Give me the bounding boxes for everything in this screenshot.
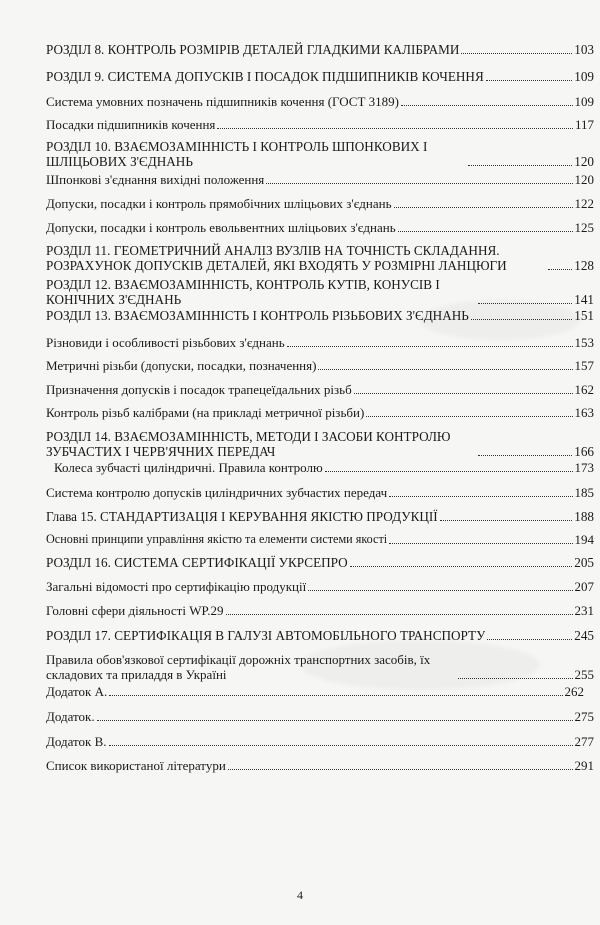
- toc-entry-page: 277: [574, 734, 594, 749]
- toc-entry-page: 291: [574, 758, 594, 773]
- toc-entry: [46, 485, 594, 500]
- toc-entry: [46, 358, 594, 373]
- dot-leader: [109, 745, 573, 746]
- toc-entry-title: РОЗДІЛ 13. ВЗАЄМОЗАМІННІСТЬ І КОНТРОЛЬ РІЗЬБОВИХ З'ЄДНАНЬ: [46, 308, 469, 323]
- toc-entry-title: Шпонкові з'єднання вихідні положення: [46, 172, 265, 187]
- toc-entry-title: Додаток.: [46, 709, 95, 724]
- toc-entry-page: 125: [574, 220, 594, 235]
- toc-entry-page: 122: [574, 196, 594, 211]
- toc-entry: [46, 94, 594, 109]
- toc-entry: [46, 382, 594, 397]
- toc-entry-title: Додаток В.: [46, 734, 107, 749]
- toc-entry-title: Колеса зубчасті циліндричні. Правила контролю: [54, 460, 323, 475]
- toc-entry-title: РОЗДІЛ 17. СЕРТИФІКАЦІЯ В ГАЛУЗІ АВТОМОБІЛЬНОГО ТРАНСПОРТУ: [46, 628, 486, 643]
- toc-entry-title: Метричні різьби (допуски, посадки, позначення): [46, 358, 317, 373]
- dot-leader: [287, 346, 573, 347]
- dot-leader: [97, 720, 573, 721]
- toc-entry-title: Система умовних позначень підшипників кочення (ГОСТ 3189): [46, 94, 399, 109]
- dot-leader: [318, 369, 572, 370]
- toc-entry: [46, 275, 594, 307]
- dot-leader: [266, 183, 572, 184]
- toc-entry: [46, 734, 594, 749]
- toc-entry: [46, 139, 594, 169]
- dot-leader: [350, 566, 573, 567]
- dot-leader: [308, 590, 572, 591]
- dot-leader: [471, 319, 572, 320]
- toc-entry-page: 262: [564, 684, 584, 699]
- toc-entry: [46, 628, 594, 643]
- toc-entry: [46, 240, 594, 273]
- dot-leader: [398, 231, 573, 232]
- toc-entry-page: 153: [574, 335, 594, 350]
- toc-entry-page: 162: [574, 382, 594, 397]
- toc-entry-page: 103: [574, 42, 594, 57]
- toc-entry: [46, 684, 594, 699]
- dot-leader: [548, 269, 572, 270]
- toc-entry-page: 128: [574, 258, 594, 273]
- toc-entry-page: 120: [574, 154, 594, 169]
- toc-entry-title: Контроль різьб калібрами (на прикладі метричної різьби): [46, 405, 365, 420]
- dot-leader: [228, 769, 573, 770]
- dot-leader: [461, 53, 572, 54]
- dot-leader: [354, 393, 573, 394]
- toc-entry-title: Головні сфери діяльності WP.29: [46, 603, 224, 618]
- toc-entry-page: 275: [574, 709, 594, 724]
- toc-entry: [46, 196, 594, 211]
- toc-entry-page: 207: [574, 579, 594, 594]
- toc-entry: [46, 220, 594, 235]
- dot-leader: [486, 80, 572, 81]
- page-number: 4: [297, 888, 303, 902]
- toc-entry-title: Глава 15. СТАНДАРТИЗАЦІЯ І КЕРУВАННЯ ЯКІСТЮ ПРОДУКЦІЇ: [46, 509, 438, 524]
- toc-entry: [46, 555, 594, 570]
- toc-entry-title: РОЗДІЛ 9. СИСТЕМА ДОПУСКІВ І ПОСАДОК ПІДШИПНИКІВ КОЧЕННЯ: [46, 69, 484, 84]
- toc-entry-title: РОЗДІЛ 10. ВЗАЄМОЗАМІННІСТЬ І КОНТРОЛЬ ШПОНКОВИХ І ШЛІЦЬОВИХ З'ЄДНАНЬ: [46, 139, 428, 169]
- toc-entry-page: 231: [574, 603, 594, 618]
- toc-entry: [46, 427, 594, 459]
- toc-entry-title: РОЗДІЛ 14. ВЗАЄМОЗАМІННІСТЬ, МЕТОДИ І ЗАСОБИ КОНТРОЛЮ ЗУБЧАСТИХ І ЧЕРВ'ЯЧНИХ ПЕРЕДАЧ: [46, 429, 451, 459]
- dot-leader: [478, 455, 572, 456]
- toc-entry: [46, 603, 594, 618]
- toc-entry-page: 151: [574, 308, 594, 323]
- dot-leader: [401, 105, 573, 106]
- toc-entry-title: Додаток А.: [46, 684, 108, 699]
- toc-entry-page: 117: [574, 117, 594, 132]
- toc-entry-title: РОЗДІЛ 16. СИСТЕМА СЕРТИФІКАЦІЇ УКРСЕПРО: [46, 555, 348, 570]
- toc-entry-title: Список використаної літератури: [46, 758, 226, 773]
- toc-entry: [46, 69, 594, 84]
- toc-entry-title: Основні принципи управління якістю та елементи системи якості: [46, 532, 388, 546]
- toc-entry: [46, 405, 594, 420]
- toc-entry: [46, 460, 594, 475]
- toc-entry: [46, 709, 594, 724]
- toc-entry: [46, 650, 594, 682]
- dot-leader: [440, 520, 573, 521]
- toc-entry-title: Посадки підшипників кочення: [46, 117, 216, 132]
- toc-entry: [46, 172, 594, 187]
- dot-leader: [468, 165, 572, 166]
- toc-entry-title: Призначення допусків і посадок трапецеїдальних різьб: [46, 382, 352, 397]
- toc-entry-page: 255: [574, 667, 594, 682]
- toc-entry: [46, 117, 594, 132]
- toc-entry-title: Загальні відомості про сертифікацію продукції: [46, 579, 307, 594]
- toc-entry-page: 166: [574, 444, 594, 459]
- dot-leader: [394, 207, 573, 208]
- dot-leader: [226, 614, 573, 615]
- dot-leader: [389, 543, 572, 544]
- dot-leader: [325, 471, 573, 472]
- toc-entry-title: РОЗДІЛ 8. КОНТРОЛЬ РОЗМІРІВ ДЕТАЛЕЙ ГЛАДКИМИ КАЛІБРАМИ: [46, 42, 460, 57]
- toc-entry-page: 141: [574, 292, 594, 307]
- toc-entry-title: РОЗДІЛ 12. ВЗАЄМОЗАМІННІСТЬ, КОНТРОЛЬ КУТІВ, КОНУСІВ І КОНІЧНИХ З'ЄДНАНЬ: [46, 277, 440, 307]
- toc-entry-page: 173: [574, 460, 594, 475]
- toc-entry-page: 205: [574, 555, 594, 570]
- toc-entry-title: Допуски, посадки і контроль евольвентних шліцьових з'єднань: [46, 220, 396, 235]
- toc-entry: [46, 532, 594, 547]
- dot-leader: [217, 128, 573, 129]
- toc-entry-title: Правила обов'язкової сертифікації дорожніх транспортних засобів, їх складових та приладдя в Україні: [46, 652, 431, 682]
- dot-leader: [478, 303, 572, 304]
- toc-entry-page: 245: [574, 628, 594, 643]
- toc-entry-title: Система контролю допусків циліндричних зубчастих передач: [46, 485, 388, 500]
- toc-entry-page: 185: [574, 485, 594, 500]
- toc-entry-page: 157: [574, 358, 594, 373]
- toc-entry-page: 163: [574, 405, 594, 420]
- toc-entry-page: 109: [574, 69, 594, 84]
- toc-entry: [46, 335, 594, 350]
- toc-entry-page: 120: [574, 172, 594, 187]
- toc-entry: [46, 758, 594, 773]
- toc-entry: [46, 42, 594, 57]
- toc-entry: [46, 579, 594, 594]
- toc-entry-page: 188: [574, 509, 594, 524]
- toc-entry: [46, 308, 594, 323]
- toc-entry-title: Допуски, посадки і контроль прямобічних шліцьових з'єднань: [46, 196, 392, 211]
- dot-leader: [487, 639, 572, 640]
- dot-leader: [109, 695, 562, 696]
- toc-entry-title: РОЗДІЛ 11. ГЕОМЕТРИЧНИЙ АНАЛІЗ ВУЗЛІВ НА ТОЧНІСТЬ СКЛАДАННЯ. РОЗРАХУНОК ДОПУСКІВ ДЕТАЛЕЙ, ЯКІ ВХОДЯТЬ У РОЗМІРНІ ЛАНЦЮГИ: [46, 243, 507, 273]
- toc-entry-page: 109: [574, 94, 594, 109]
- dot-leader: [458, 678, 573, 679]
- dot-leader: [389, 496, 572, 497]
- dot-leader: [366, 416, 572, 417]
- toc-entry-page: 194: [574, 532, 594, 547]
- toc-entry: [46, 509, 594, 524]
- toc-entry-title: Різновиди і особливості різьбових з'єднань: [46, 335, 285, 350]
